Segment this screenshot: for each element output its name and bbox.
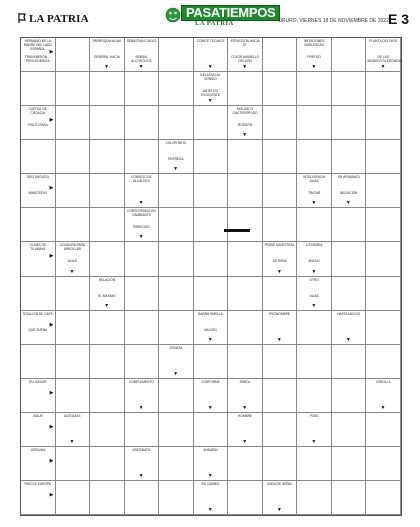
- clue-text: ÁRBOL: [239, 379, 251, 384]
- clue-cell: [56, 242, 91, 276]
- answer-cell[interactable]: [228, 277, 263, 311]
- answer-cell[interactable]: [297, 208, 332, 242]
- answer-cell[interactable]: [263, 277, 298, 311]
- arrow-down-icon: ▼: [242, 132, 248, 139]
- answer-cell[interactable]: [228, 242, 263, 276]
- answer-cell[interactable]: [90, 413, 125, 447]
- answer-cell[interactable]: [194, 242, 229, 276]
- clue-cell: [228, 379, 263, 413]
- answer-cell[interactable]: [297, 140, 332, 174]
- answer-cell[interactable]: [125, 72, 160, 106]
- arrow-down-icon: ▼: [207, 507, 213, 513]
- clue-text: ONDA DE SEÑAL: [266, 481, 293, 486]
- clue-text: LITERARIA: [305, 243, 323, 248]
- arrow-right-icon: ▶: [49, 117, 54, 124]
- clue-cell: [332, 311, 367, 345]
- answer-cell[interactable]: [332, 345, 367, 379]
- answer-cell[interactable]: [297, 106, 332, 140]
- arrow-down-icon: ▼: [345, 200, 351, 207]
- answer-cell[interactable]: [297, 379, 332, 413]
- crossword-grid: [20, 37, 402, 516]
- answer-cell[interactable]: [90, 447, 125, 481]
- arrow-down-icon: ▼: [242, 64, 248, 71]
- clue-cell: [297, 277, 332, 311]
- answer-cell[interactable]: [56, 174, 91, 208]
- answer-cell[interactable]: [90, 72, 125, 106]
- answer-cell[interactable]: [297, 311, 332, 345]
- answer-cell[interactable]: [194, 345, 229, 379]
- clue-cell: [56, 413, 91, 447]
- arrow-down-icon: ▼: [138, 234, 144, 241]
- clue-cell: [194, 38, 229, 72]
- answer-cell[interactable]: [332, 413, 367, 447]
- answer-cell[interactable]: [90, 140, 125, 174]
- clue-text: CONFORME: [201, 379, 220, 384]
- answer-cell[interactable]: [21, 72, 56, 106]
- clue-cell: [21, 447, 56, 481]
- clue-cell: [21, 174, 56, 208]
- clue-cell: [194, 481, 229, 515]
- clue-cell: [366, 38, 401, 72]
- answer-cell[interactable]: [194, 140, 229, 174]
- arrow-down-icon: ▼: [207, 98, 213, 105]
- clue-text: HOMBRE: [238, 413, 253, 418]
- date-line: ORURO, VIERNES 18 DE NOVIEMBRE DE 2022: [278, 18, 389, 24]
- clue-cell: [90, 38, 125, 72]
- clue-cell: [297, 174, 332, 208]
- answer-cell[interactable]: [366, 345, 401, 379]
- clue-text: DIEZ (INGLÉS): [26, 175, 49, 180]
- answer-cell[interactable]: [263, 174, 298, 208]
- clue-text: SONATA: [169, 345, 183, 350]
- arrow-down-icon: ▼: [380, 64, 386, 71]
- answer-cell[interactable]: [56, 277, 91, 311]
- answer-cell[interactable]: [21, 140, 56, 174]
- answer-cell[interactable]: [228, 174, 263, 208]
- clue-text: FRUTO PARA: [27, 123, 48, 128]
- answer-cell[interactable]: [159, 242, 194, 276]
- arrow-down-icon: ▼: [276, 507, 282, 513]
- answer-cell[interactable]: [366, 242, 401, 276]
- answer-cell[interactable]: [125, 106, 160, 140]
- arrow-right-icon: ▶: [49, 457, 54, 464]
- arrow-right-icon: ▶: [49, 321, 54, 328]
- arrow-right-icon: ▶: [49, 423, 54, 430]
- answer-cell[interactable]: [56, 38, 91, 72]
- answer-cell[interactable]: [332, 72, 367, 106]
- answer-cell[interactable]: [90, 208, 125, 242]
- answer-cell[interactable]: [332, 140, 367, 174]
- answer-cell[interactable]: [297, 447, 332, 481]
- clue-text: CONSEJO DE ALCALDES: [131, 175, 152, 184]
- arrow-down-icon: ▼: [138, 64, 144, 71]
- answer-cell[interactable]: [228, 72, 263, 106]
- clue-text: ASESINATO: [132, 447, 151, 452]
- clue-text: ANCHO: [308, 259, 320, 264]
- clue-text: ENTREGA: [168, 157, 184, 162]
- answer-cell[interactable]: [56, 345, 91, 379]
- center-logo-title: PASATIEMPOS: [181, 5, 280, 21]
- clue-cell: [159, 38, 194, 72]
- arrow-down-icon: ▼: [173, 166, 179, 173]
- clue-text: ADJETIVO EXCELENTE: [201, 89, 220, 97]
- clue-text: COLOR REJO: [165, 141, 187, 146]
- clue-cell: [21, 379, 56, 413]
- clue-cell: [21, 106, 56, 140]
- clue-text: DE LAS MONOCOTILEDÓNEAS: [367, 55, 403, 63]
- arrow-down-icon: ▼: [104, 64, 110, 71]
- clue-text: GENERAL HACIA: [93, 55, 120, 59]
- clue-cell: [228, 106, 263, 140]
- arrow-down-icon: ▼: [69, 438, 75, 445]
- clue-text: IMITACIONES BURLESCAS: [303, 39, 325, 47]
- clue-text: CORROYENDO EN CAMBIANTE: [127, 209, 156, 218]
- answer-cell[interactable]: [263, 208, 298, 242]
- clue-text: PAÍS DE EUROPA: [24, 481, 51, 486]
- clue-text: JORDANA: [30, 447, 46, 452]
- clue-cell: [125, 174, 160, 208]
- clue-text: PARECIDO: [133, 225, 150, 230]
- answer-cell[interactable]: [366, 311, 401, 345]
- answer-cell[interactable]: [56, 106, 91, 140]
- clue-text: ANDARÍN: [203, 447, 218, 452]
- page-header: [0, 0, 420, 30]
- arrow-down-icon: ▼: [242, 438, 248, 445]
- clue-text: INICIACIÓN: [340, 191, 358, 196]
- clue-cell: [21, 413, 56, 447]
- clue-text: RELACIÓN: [98, 277, 115, 282]
- answer-cell[interactable]: [366, 140, 401, 174]
- answer-cell[interactable]: [332, 106, 367, 140]
- arrow-down-icon: ▼: [207, 336, 213, 343]
- answer-cell[interactable]: [21, 345, 56, 379]
- answer-cell[interactable]: [263, 413, 298, 447]
- arrow-down-icon: ▼: [207, 404, 213, 411]
- arrow-down-icon: ▼: [276, 336, 282, 343]
- answer-cell[interactable]: [194, 277, 229, 311]
- clue-text: CEBOLLA: [375, 379, 391, 384]
- clue-text: CAPITAL DE CROACIA: [28, 107, 47, 115]
- answer-cell[interactable]: [297, 481, 332, 515]
- answer-cell[interactable]: [159, 311, 194, 345]
- clue-text: STALLION DE CAFÉ: [22, 311, 53, 316]
- clue-text: ARTERIA: [272, 259, 287, 264]
- logo-left-text: LA PATRIA: [29, 13, 89, 25]
- answer-cell[interactable]: [366, 413, 401, 447]
- answer-cell[interactable]: [366, 72, 401, 106]
- clue-text: SIGUE: [32, 413, 43, 418]
- answer-cell[interactable]: [228, 208, 263, 242]
- clue-cell: [90, 277, 125, 311]
- clue-cell: [297, 242, 332, 276]
- answer-cell[interactable]: [56, 447, 91, 481]
- arrow-right-icon: ▶: [49, 389, 54, 396]
- arrow-down-icon: ▼: [380, 404, 386, 411]
- answer-cell[interactable]: [297, 72, 332, 106]
- answer-cell[interactable]: [366, 447, 401, 481]
- answer-cell[interactable]: [21, 208, 56, 242]
- clue-text: BEBIDA ALCOHÓLICA: [131, 55, 152, 63]
- clue-cell: [125, 208, 160, 242]
- clue-cell: [21, 311, 56, 345]
- answer-cell[interactable]: [56, 72, 91, 106]
- clue-cell: [263, 481, 298, 515]
- clue-text: COMITÉ TÉCNICO: [196, 39, 225, 43]
- answer-cell[interactable]: [21, 277, 56, 311]
- answer-cell[interactable]: [159, 413, 194, 447]
- clue-text: COLOR AMARILLO OSCURO: [230, 55, 260, 63]
- clue-text: EN CAMBIO: [201, 481, 220, 486]
- answer-cell[interactable]: [125, 242, 160, 276]
- clue-text: HASTA MUCHO: [337, 311, 361, 316]
- answer-cell[interactable]: [90, 379, 125, 413]
- answer-cell[interactable]: [228, 345, 263, 379]
- clue-text: EN JÚNIOR: [29, 379, 47, 384]
- answer-cell[interactable]: [125, 311, 160, 345]
- answer-cell[interactable]: [263, 38, 298, 72]
- answer-cell[interactable]: [90, 311, 125, 345]
- clue-text: INTELIGENCIA ALIAS: [303, 175, 326, 184]
- arrow-down-icon: ▼: [311, 200, 317, 207]
- answer-cell[interactable]: [90, 481, 125, 515]
- answer-cell[interactable]: [332, 277, 367, 311]
- answer-cell[interactable]: [125, 413, 160, 447]
- answer-cell[interactable]: [366, 174, 401, 208]
- clue-cell: [366, 379, 401, 413]
- answer-cell[interactable]: [159, 208, 194, 242]
- clue-text: HERMANO DE LA MADRE DEL LADO ESPAÑOL: [23, 39, 52, 51]
- answer-cell[interactable]: [125, 140, 160, 174]
- clue-cell: [21, 38, 56, 72]
- answer-cell[interactable]: [228, 447, 263, 481]
- answer-cell[interactable]: [159, 481, 194, 515]
- clue-cell: [125, 38, 160, 72]
- arrow-right-icon: ▶: [49, 185, 54, 192]
- clue-cell: [125, 447, 160, 481]
- mascot-icon: [165, 6, 181, 24]
- arrow-right-icon: ▶: [49, 49, 54, 55]
- clue-text: TRANSMISIÓN ... PROCEDENCIA: [24, 55, 51, 63]
- arrow-down-icon: ▼: [311, 302, 317, 309]
- answer-cell[interactable]: [194, 174, 229, 208]
- clue-text: SEBASTIÁN CALVO: [126, 39, 157, 43]
- answer-cell[interactable]: [366, 106, 401, 140]
- newspaper-logo: [18, 12, 89, 25]
- arrow-down-icon: ▼: [345, 336, 351, 343]
- arrow-down-icon: ▼: [69, 268, 75, 275]
- clue-cell: [159, 140, 194, 174]
- clue-text: EL MÁXIMO: [98, 293, 116, 298]
- answer-cell[interactable]: [228, 311, 263, 345]
- clue-text: ALIAS: [67, 259, 77, 264]
- answer-cell[interactable]: [263, 379, 298, 413]
- answer-cell[interactable]: [366, 277, 401, 311]
- answer-cell[interactable]: [159, 277, 194, 311]
- clue-cell: [228, 38, 263, 72]
- answer-cell[interactable]: [159, 106, 194, 140]
- answer-cell[interactable]: [56, 208, 91, 242]
- clue-cell: [297, 413, 332, 447]
- clue-cell: [21, 481, 56, 515]
- clue-cell: [159, 345, 194, 379]
- page-number: E 3: [388, 11, 410, 27]
- clue-cell: [194, 447, 229, 481]
- answer-cell[interactable]: [263, 447, 298, 481]
- clue-text: COMPLEMENTO: [128, 379, 154, 384]
- clue-text: PREFIJO: [307, 55, 321, 59]
- arrow-down-icon: ▼: [173, 370, 179, 377]
- clue-text: ATRACCIÓN HACIA EL: [230, 39, 260, 47]
- arrow-down-icon: ▼: [207, 472, 213, 479]
- answer-cell[interactable]: [263, 345, 298, 379]
- arrow-down-icon: ▼: [311, 64, 317, 71]
- answer-cell[interactable]: [56, 311, 91, 345]
- arrow-right-icon: ▶: [49, 253, 54, 260]
- answer-cell[interactable]: [263, 140, 298, 174]
- answer-cell[interactable]: [194, 208, 229, 242]
- arrow-down-icon: ▼: [207, 64, 213, 71]
- clue-text: POSE: [309, 413, 319, 418]
- answer-cell[interactable]: [366, 481, 401, 515]
- answer-cell[interactable]: [332, 379, 367, 413]
- clue-text: FRASE MAGISTRAL: [264, 243, 295, 248]
- answer-cell[interactable]: [194, 413, 229, 447]
- clue-cell: [125, 379, 160, 413]
- answer-cell[interactable]: [366, 208, 401, 242]
- arrow-down-icon: ▼: [276, 268, 282, 275]
- clue-text: OLIVAS DE TILAMAYA: [29, 243, 47, 252]
- answer-cell[interactable]: [90, 174, 125, 208]
- arrow-down-icon: ▼: [138, 404, 144, 411]
- answer-cell[interactable]: [159, 72, 194, 106]
- arrow-down-icon: ▼: [311, 268, 317, 275]
- clue-text: PARROQUIA ALIAS: [92, 39, 122, 43]
- grid-divider: [224, 229, 250, 232]
- answer-cell[interactable]: [56, 140, 91, 174]
- clue-text: MOLUSCO GASTERÓPODO: [232, 107, 258, 115]
- answer-cell[interactable]: [125, 481, 160, 515]
- answer-cell[interactable]: [332, 447, 367, 481]
- clue-text: ROEDOR: [238, 123, 253, 128]
- answer-cell[interactable]: [194, 106, 229, 140]
- clue-text: QUÉ SUENA: [28, 327, 48, 332]
- clue-cell: [228, 413, 263, 447]
- arrow-down-icon: ▼: [104, 302, 110, 309]
- clue-text: BARRA VARILLA: [198, 311, 223, 316]
- clue-text: ALIAS: [309, 293, 319, 298]
- answer-cell[interactable]: [56, 481, 91, 515]
- clue-text: OTRO: [309, 277, 319, 282]
- clue-text: PLANTA DEL DIOS: [369, 39, 398, 43]
- answer-cell[interactable]: [228, 140, 263, 174]
- clue-cell: [194, 311, 229, 345]
- clue-cell: [21, 242, 56, 276]
- arrow-down-icon: ▼: [138, 200, 144, 207]
- clue-text: ACEQUIAS: [64, 413, 81, 418]
- answer-cell[interactable]: [125, 345, 160, 379]
- answer-cell[interactable]: [332, 242, 367, 276]
- answer-cell[interactable]: [332, 208, 367, 242]
- clue-cell: [194, 379, 229, 413]
- answer-cell[interactable]: [159, 379, 194, 413]
- arrow-down-icon: ▼: [138, 472, 144, 479]
- answer-cell[interactable]: [263, 72, 298, 106]
- clue-text: RELATIVO AL SONIDO: [200, 73, 221, 81]
- flag-icon: [18, 13, 26, 23]
- pasatiempos-logo: [165, 5, 276, 30]
- clue-cell: [297, 38, 332, 72]
- clue-cell: [194, 72, 229, 106]
- clue-text: LIGADURA PARA ARROLLAR: [59, 243, 86, 252]
- clue-text: PRONOMBRE: [269, 311, 291, 316]
- arrow-down-icon: ▼: [311, 438, 317, 445]
- answer-cell[interactable]: [90, 106, 125, 140]
- clue-cell: [263, 311, 298, 345]
- clue-cell: [263, 242, 298, 276]
- answer-cell[interactable]: [159, 174, 194, 208]
- clue-text: MINISTERIO: [28, 191, 48, 196]
- answer-cell[interactable]: [56, 379, 91, 413]
- answer-cell[interactable]: [90, 345, 125, 379]
- answer-cell[interactable]: [297, 345, 332, 379]
- arrow-right-icon: ▶: [49, 491, 54, 498]
- clue-text: NACIÓN: [204, 327, 217, 332]
- answer-cell[interactable]: [332, 38, 367, 72]
- answer-cell[interactable]: [332, 481, 367, 515]
- center-logo-subtitle: LA PATRIA: [195, 20, 234, 27]
- answer-cell[interactable]: [90, 242, 125, 276]
- clue-text: TRATAR: [307, 191, 321, 196]
- clue-cell: [332, 174, 367, 208]
- answer-cell[interactable]: [159, 447, 194, 481]
- answer-cell[interactable]: [228, 481, 263, 515]
- clue-text: SR (ROMANO): [337, 175, 360, 180]
- answer-cell[interactable]: [263, 106, 298, 140]
- arrow-down-icon: ▼: [242, 404, 248, 411]
- answer-cell[interactable]: [125, 277, 160, 311]
